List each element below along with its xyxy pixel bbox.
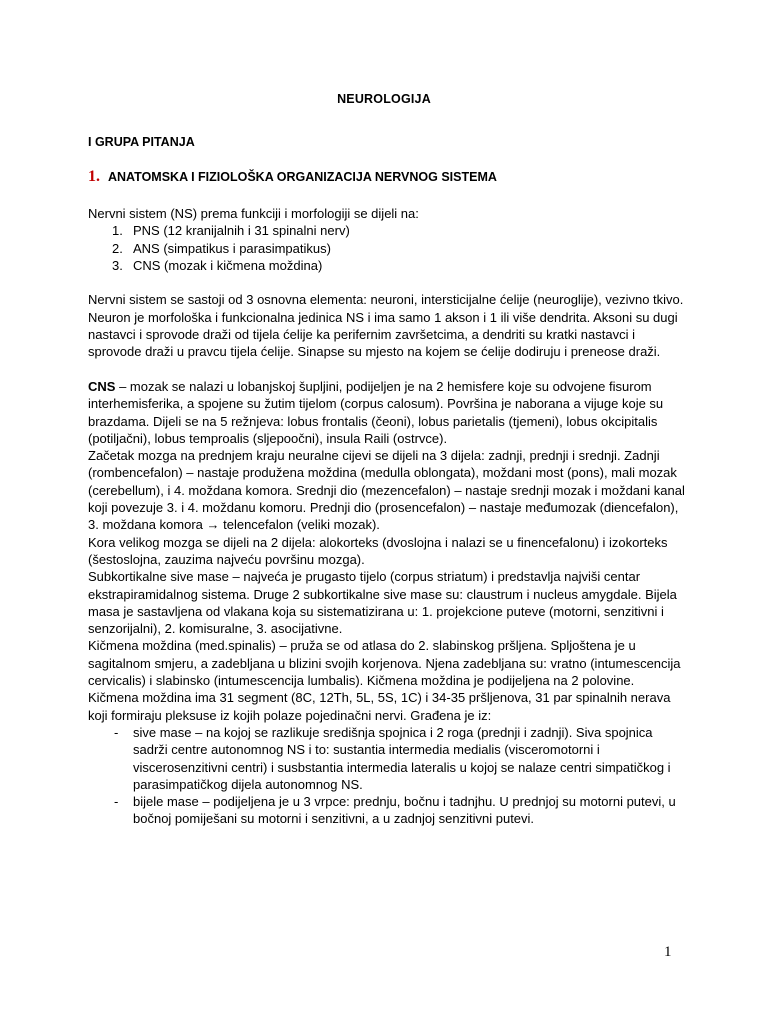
document-body (88, 205, 688, 828)
list-text: ANS (simpatikus i parasimpatikus) (133, 240, 331, 256)
cns-text: – mozak se nalazi u lobanjskoj šupljini, podijeljen je na 2 hemisfere koje su odvojene fisurom interhemisferika, a spojene su žutim tijelom (corpus calosum). Površina je naborana a vijuge koje su brazdama. Dijeli se na 5 režnjeva: lobus frontalis (čeoni), lobus parietalis (tjemeni), lobus okcipitalis (potiljačni), lobus temproalis (sljepoočni), insula Raili (ostrvce). (88, 378, 664, 446)
section-number: 1. (88, 168, 100, 185)
list-item (88, 793, 688, 828)
section-title: ANATOMSKA I FIZIOLOŠKA ORGANIZACIJA NERVNOG SISTEMA (108, 170, 497, 184)
list-text: bijele mase – podijeljena je u 3 vrpce: prednju, bočnu i tadnjhu. U prednjoj su motorni putevi, u bočnoj pomiješani su motorni i senzitivni, a u zadnjoj senzitivni putevi. (133, 794, 676, 827)
list-item (88, 724, 688, 793)
spinal-cord-paragraph: Kičmena moždina (med.spinalis) – pruža se od atlasa do 2. slabinskog pršljena. Spljoštena je u sagitalnom smjeru, a zadebljana u blizini svojih korjenova. Njena zadebljana su: vratno (intumescencija cervicalis) i slabinsko (intumescencija lumbalis). Kičmena moždina je podijeljena na 2 polovine. Kičmena moždina ima 31 segment (8C, 12Th, 5L, 5S, 1C) i 34-35 pršljenova, 31 par spinalnih nerava koji formiraju pleksuse iz kojih polaze pojedinačni nervi. Građena je iz: (88, 638, 681, 723)
divisions-list (88, 222, 688, 274)
section-heading (88, 168, 497, 186)
spinal-parts-list (88, 724, 688, 828)
cns-label: CNS (88, 378, 116, 394)
document-title: NEUROLOGIJA (337, 92, 431, 106)
list-item (88, 240, 688, 257)
cortex-paragraph: Kora velikog mozga se dijeli na 2 dijela: alokorteks (dvoslojna i nalazi se u finencefalonu) i izokorteks (šestoslojna, zauzima najveću površinu mozga). (88, 534, 668, 567)
list-item (88, 222, 688, 239)
page-number: 1 (664, 944, 672, 960)
cns-paragraph (88, 378, 688, 447)
brain-development-paragraph: Začetak mozga na prednjem kraju neuralne cijevi se dijeli na 3 dijela: zadnji, prednji i srednji. Zadnji (rombencefalon) – nastaje produžena moždina (medulla oblongata), moždani most (pons), mali mozak (cerebellum), i 4. moždana komora. Srednji dio (mezencefalon) – nastaje srednji mozak i moždani kanal koji povezuje 3. i 4. moždanu komoru. Prednji dio (prosencefalon) – nastaje međumozak (diencefalon), 3. moždana komora → telencefalon (veliki mozak). (88, 448, 685, 533)
list-dash: - (114, 724, 119, 740)
group-heading: I GRUPA PITANJA (88, 135, 195, 149)
list-item (88, 257, 688, 274)
list-text: sive mase – na kojoj se razlikuje središnja spojnica i 2 roga (prednji i zadnji). Siva spojnica sadrži centre autonomnog NS i to: sustantia intermedia medialis (visceromotorni i viscerosenzitivni centri) i susbstantia intermedia lateralis u kojoj se nalaze centri simpatičkog i parasimpatičkog dijela autonomnog NS. (133, 724, 671, 792)
list-text: PNS (12 kranijalnih i 31 spinalni nerv) (133, 223, 350, 239)
list-dash: - (114, 794, 119, 810)
list-number: 1. (112, 223, 123, 239)
list-text: CNS (mozak i kičmena moždina) (133, 257, 323, 273)
subcortical-paragraph: Subkortikalne sive mase – najveća je prugasto tijelo (corpus striatum) i predstavlja najviši centar ekstrapiramidalnog sistema. Druge 2 subkortikalne sive mase su: claustrum i nucleus amygdale. Bijela masa je sastavljena od vlakana koja su sistematizirana u: 1. projekcione puteve (motorni, senzitivni i senzorijalni), 2. komisuralne, 3. asocijativne. (88, 569, 677, 637)
elements-paragraph: Nervni sistem se sastoji od 3 osnovna elementa: neuroni, intersticijalne ćelije (neuroglije), vezivno tkivo. Neuron je morfološka i funkcionalna jedinica NS i ima samo 1 akson i 1 ili više dendrita. Aksoni su dugi nastavci i sprovode draži od tijela ćelije ka perifernim završetcima, a dendriti su kratki nastavci i sprovode draži u pravcu tijela ćelije. Sinapse su mjesto na kojem se ćelije dodiruju i preneose draži. (88, 292, 684, 360)
list-number: 3. (112, 257, 123, 273)
intro-paragraph: Nervni sistem (NS) prema funkciji i morfologiji se dijeli na: (88, 206, 419, 221)
list-number: 2. (112, 240, 123, 256)
